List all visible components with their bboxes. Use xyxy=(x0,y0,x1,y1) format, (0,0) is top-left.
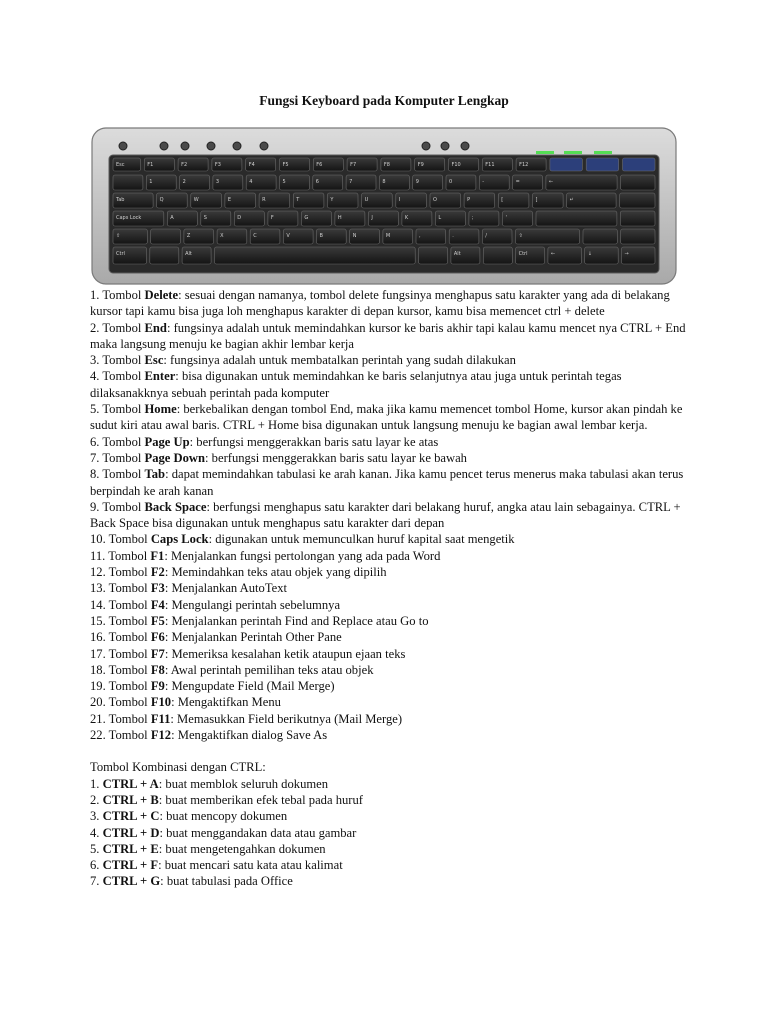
key-label: F4 xyxy=(248,162,255,168)
list-item xyxy=(90,629,690,645)
indicator-light xyxy=(594,151,612,154)
key-description: : buat mencari satu kata atau kalimat xyxy=(158,858,343,873)
keyboard-key xyxy=(483,247,512,264)
item-number: 20. Tombol xyxy=(90,695,151,710)
spacer xyxy=(90,743,690,759)
item-number: 6. Tombol xyxy=(90,434,145,449)
list-item xyxy=(90,531,690,547)
item-number: 12. Tombol xyxy=(90,565,151,580)
key-label: K xyxy=(404,215,409,221)
list-item xyxy=(90,646,690,662)
key-name: Esc xyxy=(144,353,164,368)
list-item xyxy=(90,678,690,694)
key-name: F8 xyxy=(150,662,165,677)
key-label: ← xyxy=(548,179,554,185)
media-button xyxy=(181,142,189,150)
key-label: F7 xyxy=(350,162,357,168)
key-description: : buat mengetengahkan dokumen xyxy=(158,841,326,856)
list-item xyxy=(90,287,690,320)
key-label: ← xyxy=(550,251,556,257)
key-label: F9 xyxy=(417,162,424,168)
item-number: 14. Tombol xyxy=(90,597,151,612)
media-button xyxy=(422,142,430,150)
key-name: CTRL + E xyxy=(102,841,159,856)
key-description: : Menjalankan fungsi pertolongan yang ada pada Word xyxy=(164,548,441,563)
keyboard-key xyxy=(150,247,179,264)
keyboard-key xyxy=(536,211,617,226)
key-label: → xyxy=(624,251,629,257)
item-number: 18. Tombol xyxy=(90,662,151,677)
key-label: 2 xyxy=(182,179,186,185)
keyboard-key xyxy=(620,211,655,226)
item-number: 15. Tombol xyxy=(90,613,151,628)
page-title: Fungsi Keyboard pada Komputer Lengkap xyxy=(259,93,509,108)
key-label: 6 xyxy=(315,179,319,185)
key-description: : Menjalankan Perintah Other Pane xyxy=(164,630,342,645)
key-label: Esc xyxy=(116,162,125,168)
key-name: CTRL + C xyxy=(102,809,160,824)
key-name: Enter xyxy=(144,369,176,384)
key-label: ⇧ xyxy=(518,233,523,239)
key-label: D xyxy=(237,215,242,221)
key-label: [ xyxy=(501,197,504,203)
key-label: F xyxy=(270,215,274,221)
key-label: F1 xyxy=(147,162,154,168)
key-label: 5 xyxy=(282,179,286,185)
item-number: 6. xyxy=(90,858,103,873)
item-number: 4. xyxy=(90,825,103,840)
key-description: : buat memberikan efek tebal pada huruf xyxy=(158,792,363,807)
keyboard-key xyxy=(151,229,181,244)
key-name: F4 xyxy=(150,597,165,612)
list-item xyxy=(90,873,690,889)
key-label: = xyxy=(515,179,520,185)
list-item xyxy=(90,548,690,564)
media-button xyxy=(233,142,241,150)
list-item xyxy=(90,580,690,596)
item-number: 5. xyxy=(90,841,103,856)
key-label: 4 xyxy=(249,179,253,185)
key-description: : Mengaktifkan dialog Save As xyxy=(171,728,328,743)
keyboard-key xyxy=(621,229,655,244)
item-number: 11. Tombol xyxy=(90,548,151,563)
key-label: ↓ xyxy=(587,251,592,257)
media-button xyxy=(441,142,449,150)
media-button xyxy=(461,142,469,150)
item-number: 7. xyxy=(90,874,103,889)
list-item xyxy=(90,711,690,727)
indicator-light xyxy=(536,151,554,154)
key-name: Page Up xyxy=(144,434,190,449)
key-label: J xyxy=(371,215,373,221)
key-label: G xyxy=(304,215,309,221)
key-description: : Memasukkan Field berikutnya (Mail Merge) xyxy=(170,711,403,726)
key-description: : Awal perintah pemilihan teks atau objek xyxy=(164,662,374,677)
key-name: CTRL + G xyxy=(102,874,161,889)
key-description: : dapat memindahkan tabulasi ke arah kanan. Jika kamu pencet terus menerus maka tabulasi akan terus berpindah ke arah kanan xyxy=(90,467,684,498)
key-name: CTRL + B xyxy=(102,792,159,807)
keyboard-key xyxy=(583,229,617,244)
key-label: F11 xyxy=(485,162,495,168)
key-label: Z xyxy=(186,233,191,239)
key-label: 8 xyxy=(382,179,386,185)
key-label: F6 xyxy=(316,162,323,168)
key-name: Home xyxy=(144,402,177,417)
key-label: Alt xyxy=(185,251,192,257)
key-description: : Menjalankan perintah Find and Replace atau Go to xyxy=(164,613,429,628)
item-number: 22. Tombol xyxy=(90,728,151,743)
list-item xyxy=(90,825,690,841)
media-button xyxy=(207,142,215,150)
key-description: : buat memblok seluruh dokumen xyxy=(158,776,329,791)
key-label: Y xyxy=(330,197,334,203)
key-name: F2 xyxy=(150,565,165,580)
item-number: 7. Tombol xyxy=(90,450,145,465)
key-name: Page Down xyxy=(144,450,206,465)
keyboard-key xyxy=(503,211,533,226)
list-item xyxy=(90,857,690,873)
key-description: : Mengaktifkan Menu xyxy=(171,695,281,710)
key-label: ] xyxy=(535,197,538,203)
key-label: 9 xyxy=(415,179,419,185)
item-number: 2. xyxy=(90,792,103,807)
list-item xyxy=(90,434,690,450)
item-number: 10. Tombol xyxy=(90,532,151,547)
keyboard-key xyxy=(396,193,427,208)
key-description: : bisa digunakan untuk memindahkan ke baris selanjutnya atau juga untuk perintah tegas dilaksanakknya sebuah perintah pada komputer xyxy=(90,369,622,400)
item-number: 1. Tombol xyxy=(90,288,145,302)
key-label: F2 xyxy=(181,162,188,168)
list-item xyxy=(90,808,690,824)
key-description: : Memeriksa kesalahan ketik ataupun ejaan teks xyxy=(164,646,406,661)
key-label: ⇧ xyxy=(116,233,121,239)
media-button xyxy=(119,142,127,150)
key-label: Ctrl xyxy=(116,251,125,257)
keyboard-key xyxy=(419,247,448,264)
list-item xyxy=(90,727,690,743)
item-number: 21. Tombol xyxy=(90,711,151,726)
key-label: H xyxy=(337,215,342,221)
keyboard-illustration xyxy=(91,127,677,285)
key-description: : Menjalankan AutoText xyxy=(164,581,288,596)
list-item xyxy=(90,597,690,613)
key-label: I xyxy=(398,197,401,203)
media-button xyxy=(260,142,268,150)
key-label: X xyxy=(220,233,224,239)
key-description: : buat menggandakan data atau gambar xyxy=(159,825,357,840)
media-button xyxy=(160,142,168,150)
key-name: CTRL + A xyxy=(102,776,159,791)
key-name: F10 xyxy=(150,695,172,710)
list-item xyxy=(90,401,690,434)
key-label: F12 xyxy=(519,162,529,168)
item-number: 3. Tombol xyxy=(90,353,145,368)
key-label: Q xyxy=(159,197,164,203)
key-label: ' xyxy=(505,215,507,221)
key-label: / xyxy=(485,233,487,239)
key-description: : Mengupdate Field (Mail Merge) xyxy=(164,679,335,694)
key-name: F11 xyxy=(150,711,171,726)
list-item xyxy=(90,792,690,808)
key-label: N xyxy=(352,233,357,239)
indicator-light xyxy=(564,151,582,154)
item-number: 19. Tombol xyxy=(90,679,151,694)
key-description: : fungsinya adalah untuk membatalkan perintah yang sudah dilakukan xyxy=(163,353,516,368)
key-description: : buat mencopy dokumen xyxy=(159,809,288,824)
key-label: 7 xyxy=(349,179,353,185)
key-label: Ctrl xyxy=(518,251,528,257)
key-label: - xyxy=(482,179,485,185)
key-label: 3 xyxy=(215,179,220,185)
key-name: F1 xyxy=(150,548,165,563)
key-name: Back Space xyxy=(144,499,207,514)
key-label: Caps Lock xyxy=(116,215,142,221)
key-description: : digunakan untuk memunculkan huruf kapital saat mengetik xyxy=(208,532,515,547)
key-label: Tab xyxy=(116,197,125,203)
key-label: P xyxy=(467,197,471,203)
key-label: L xyxy=(438,215,442,221)
key-label: , xyxy=(419,233,421,239)
keyboard-key xyxy=(546,175,617,190)
key-label: W xyxy=(193,197,199,203)
key-name: Delete xyxy=(144,288,179,302)
key-label: O xyxy=(433,197,437,203)
key-label: S xyxy=(203,215,207,221)
list-item xyxy=(90,613,690,629)
keyboard-key xyxy=(215,247,416,264)
key-label: F8 xyxy=(383,162,390,168)
key-description: : berfungsi menghapus satu karakter dari belakang huruf, angka atau lain sebagainya. CTRL + Back Space bisa digunakan untuk menghapus satu karakter dari depan xyxy=(90,499,681,531)
list-item xyxy=(90,776,690,792)
key-label: ↵ xyxy=(569,197,574,203)
list-item xyxy=(90,499,690,532)
key-label: ; xyxy=(471,215,474,221)
key-label: B xyxy=(319,233,323,239)
key-name: Tab xyxy=(144,467,166,482)
key-description: : Memindahkan teks atau objek yang dipilih xyxy=(164,565,387,580)
key-label: F3 xyxy=(214,162,221,168)
keyboard-icon xyxy=(91,127,677,285)
key-description: : berkebalikan dengan tombol End, maka jika kamu memencet tombol Home, kursor akan pindah ke sudut kiri atau awal baris. CTRL + Home bisa digunakan untuk langsung menuju ke bagian awal lembar kerja. xyxy=(90,402,683,433)
key-label: 1 xyxy=(149,179,153,185)
keyboard-key xyxy=(550,158,583,171)
key-description: : buat tabulasi pada Office xyxy=(160,874,293,889)
list-item xyxy=(90,320,690,353)
key-name: CTRL + F xyxy=(102,858,159,873)
document-body xyxy=(90,287,690,890)
list-item xyxy=(90,466,690,499)
item-number: 5. Tombol xyxy=(90,402,145,417)
key-label: . xyxy=(452,233,454,239)
list-item xyxy=(90,564,690,580)
key-label: F10 xyxy=(451,162,461,168)
key-label: A xyxy=(170,215,174,221)
keyboard-key xyxy=(586,158,619,171)
key-name: F5 xyxy=(150,613,165,628)
key-name: F12 xyxy=(150,728,172,743)
ctrl-heading: Tombol Kombinasi dengan CTRL: xyxy=(90,760,266,775)
item-number: 8. Tombol xyxy=(90,467,145,482)
key-name: F3 xyxy=(150,581,165,596)
key-label: M xyxy=(385,233,391,239)
key-name: End xyxy=(144,320,167,335)
keyboard-key xyxy=(620,193,655,208)
key-name: CTRL + D xyxy=(102,825,160,840)
key-label: U xyxy=(364,197,369,203)
key-name: F9 xyxy=(150,679,165,694)
key-label: Alt xyxy=(453,251,461,257)
key-function-list xyxy=(90,287,690,743)
list-item xyxy=(90,450,690,466)
item-number: 1. xyxy=(90,776,103,791)
item-number: 17. Tombol xyxy=(90,646,151,661)
list-item xyxy=(90,662,690,678)
key-description: : berfungsi menggerakkan baris satu layar ke atas xyxy=(189,434,439,449)
key-label: R xyxy=(262,197,266,203)
key-name: Caps Lock xyxy=(150,532,209,547)
key-label: V xyxy=(286,233,290,239)
key-name: F7 xyxy=(150,646,165,661)
key-name: F6 xyxy=(150,630,165,645)
ctrl-combination-list xyxy=(90,776,690,890)
key-label: F5 xyxy=(282,162,289,168)
keyboard-key xyxy=(113,175,143,190)
list-item xyxy=(90,368,690,401)
keyboard-key xyxy=(621,175,655,190)
key-description: : sesuai dengan namanya, tombol delete fungsinya menghapus satu karakter yang ada di belakang kursor tapi kamu bisa juga loh menghapus karakter di depan kursor, kamu bisa memencet ctrl + delete xyxy=(90,288,670,319)
keyboard-key xyxy=(623,158,656,171)
list-item xyxy=(90,352,690,368)
item-number: 4. Tombol xyxy=(90,369,145,384)
item-number: 13. Tombol xyxy=(90,581,151,596)
item-number: 2. Tombol xyxy=(90,320,145,335)
list-item xyxy=(90,841,690,857)
item-number: 16. Tombol xyxy=(90,630,151,645)
key-description: : Mengulangi perintah sebelumnya xyxy=(164,597,341,612)
key-label: T xyxy=(296,197,300,203)
key-label: C xyxy=(253,233,257,239)
key-label: E xyxy=(227,197,232,203)
keyboard-key xyxy=(368,211,398,226)
key-description: : berfungsi menggerakkan baris satu layar ke bawah xyxy=(205,450,467,465)
item-number: 3. xyxy=(90,809,103,824)
key-label: 0 xyxy=(449,179,453,185)
keyboard-key xyxy=(567,193,617,208)
item-number: 9. Tombol xyxy=(90,499,145,514)
keyboard-key xyxy=(516,229,580,244)
list-item xyxy=(90,694,690,710)
key-description: : fungsinya adalah untuk memindahkan kursor ke baris akhir tapi kalau kamu mencet nya CTRL + End maka langsung menuju ke bagian akhir lembar kerja xyxy=(90,320,686,351)
